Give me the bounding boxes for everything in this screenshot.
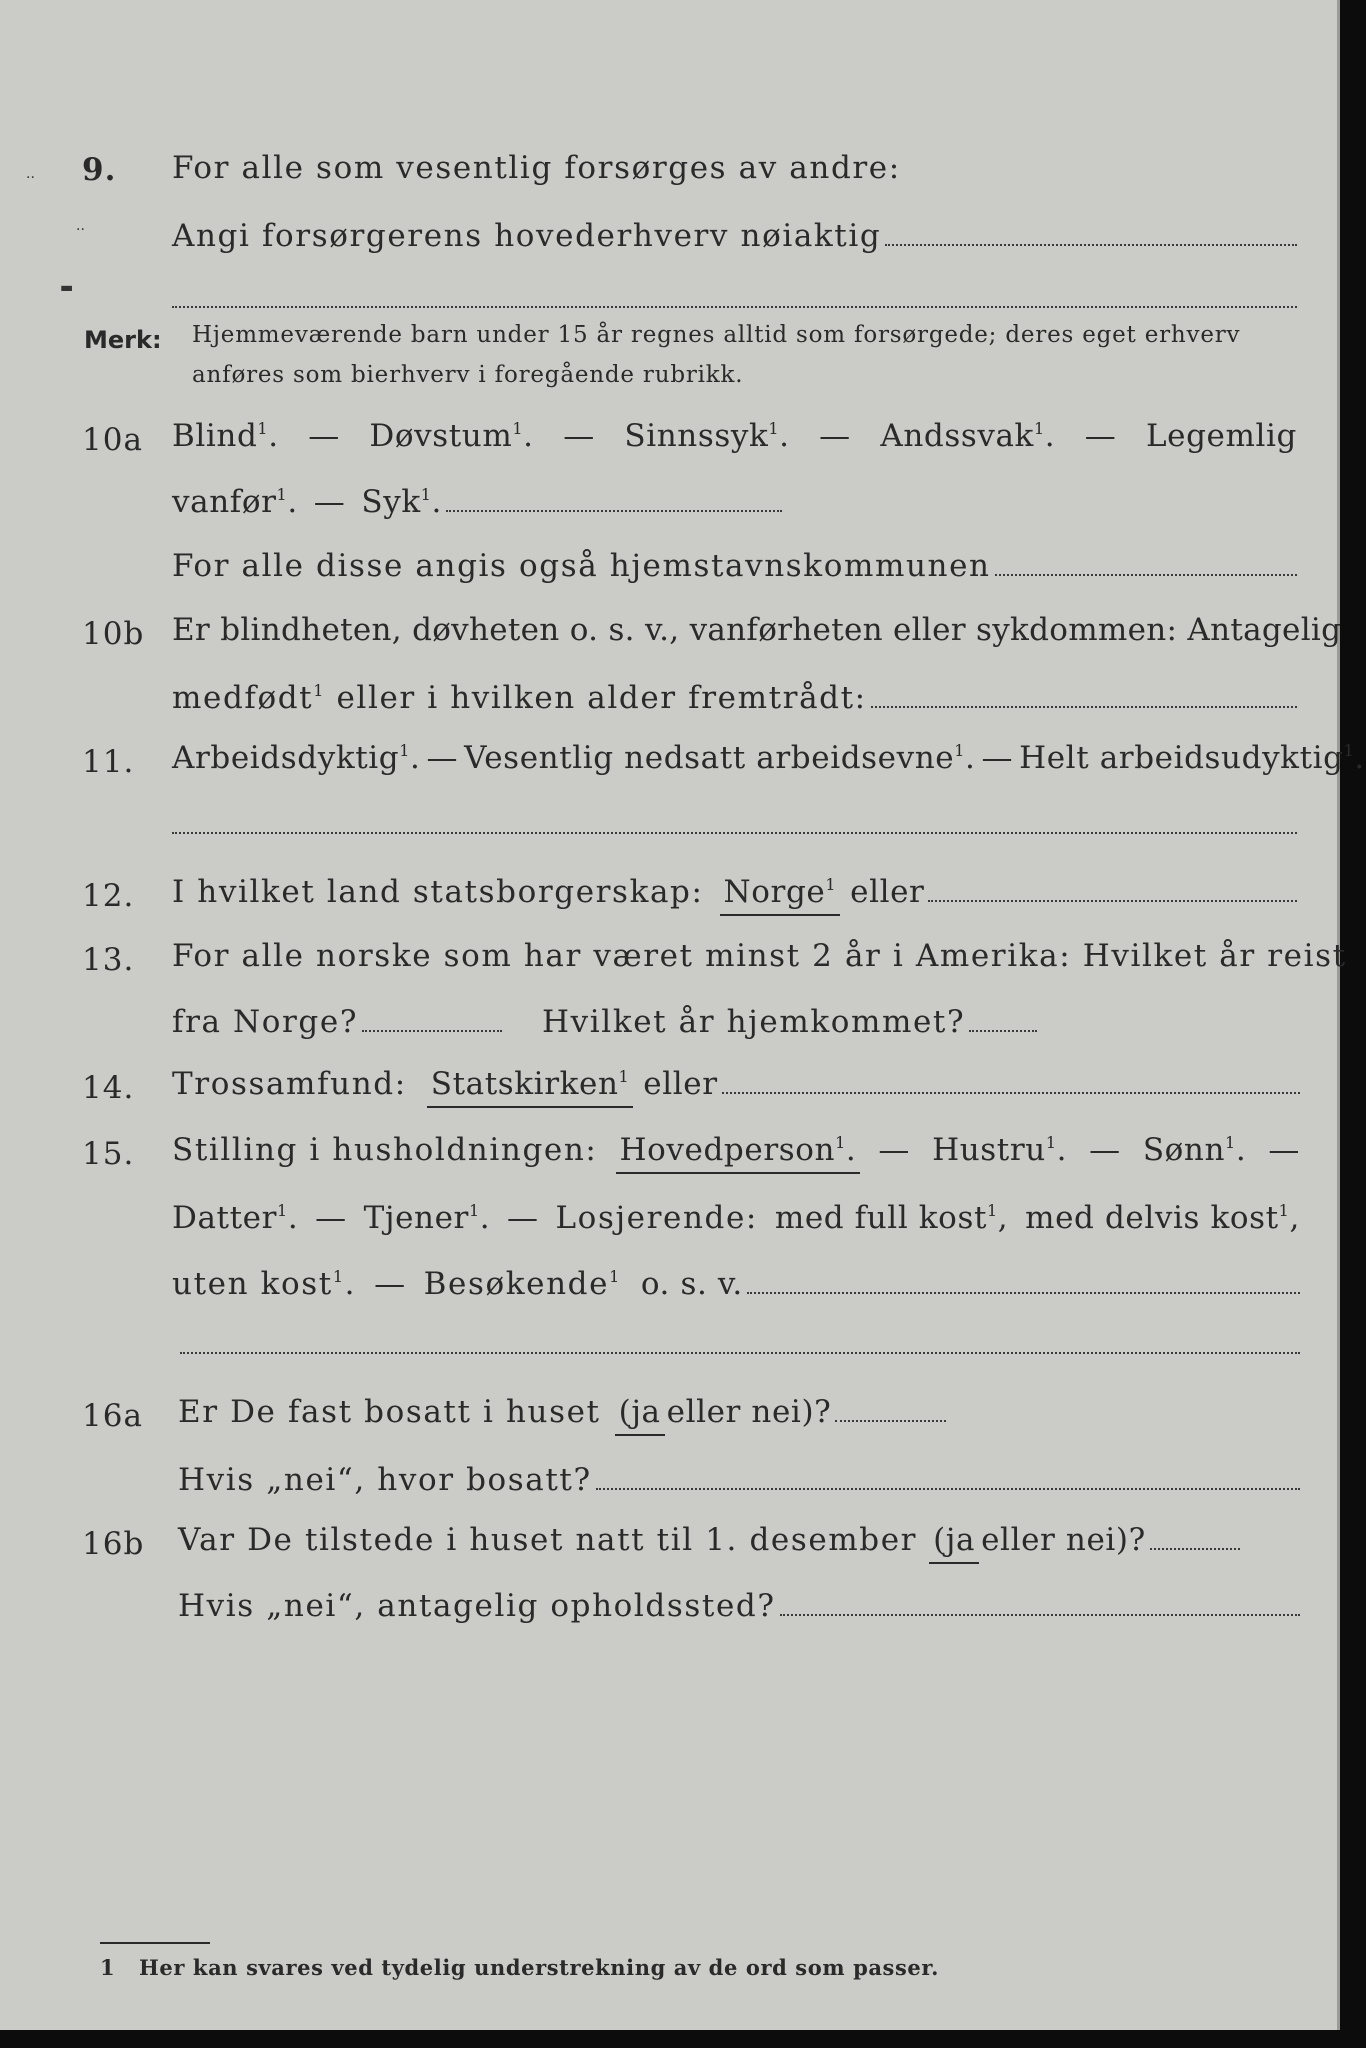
footnote-rule <box>100 1942 210 1944</box>
question-text: I hvilket land statsborgerskap: <box>172 874 704 910</box>
question-text: Er De fast bosatt i huset <box>178 1394 601 1430</box>
note-text: Hjemmeværende barn under 15 år regnes alltid som forsørgede; deres eget erhverv <box>192 322 1241 348</box>
dash: — <box>308 418 340 454</box>
option-uten-kost: uten kost$^1$. <box>172 1266 357 1302</box>
item-number: 15. <box>82 1136 135 1172</box>
option-arbeidsdyktig: Arbeidsdyktig$^1$. <box>172 740 421 776</box>
item-number: 16a <box>82 1398 143 1434</box>
option-sinnssyk: Sinnssyk$^1$. <box>624 418 790 454</box>
dash: — <box>315 1200 347 1236</box>
etc-text: o. s. v. <box>640 1266 743 1302</box>
question-text: For alle norske som har været minst 2 år i Amerika: Hvilket år reist <box>172 938 1347 974</box>
answer-field[interactable] <box>747 1291 1300 1294</box>
answer-field[interactable] <box>995 573 1297 576</box>
question-text: Stilling i husholdningen: <box>172 1132 598 1168</box>
answer-field[interactable] <box>596 1487 1300 1490</box>
answer-field[interactable] <box>722 1091 1300 1094</box>
option-losjerende: Losjerende: <box>555 1200 758 1236</box>
option-legemlig: Legemlig <box>1145 418 1297 454</box>
item-number: 16b <box>82 1526 145 1562</box>
question-text: Hvis „nei“, antagelig opholdssted? <box>178 1588 776 1624</box>
margin-mark: ·· <box>26 170 35 186</box>
answer-underlined: Hovedperson$^1$. <box>619 1132 857 1168</box>
dash: — <box>819 418 851 454</box>
dash: — <box>878 1132 911 1168</box>
question-text: Angi forsørgerens hovederhverv nøiaktig <box>172 218 882 254</box>
note-text: anføres som bierhverv i foregående rubrikk. <box>192 362 744 388</box>
answer-field[interactable] <box>780 1613 1300 1616</box>
question-text: eller nei)? <box>981 1522 1146 1558</box>
dash: — <box>1084 418 1117 454</box>
question-text: Er blindheten, døvheten o. s. v., vanførheten eller sykdommen: Antagelig <box>172 612 1342 648</box>
dash: — <box>1089 1132 1121 1168</box>
option-full-kost: med full kost$^1$, <box>774 1200 1009 1236</box>
option-andssvak: Andssvak$^1$. <box>880 418 1056 454</box>
question-text: Var De tilstede i huset natt til 1. desember <box>178 1522 918 1558</box>
answer-field[interactable] <box>835 1419 946 1422</box>
dash: — <box>981 740 1014 776</box>
question-text: Trossamfund: <box>172 1066 407 1102</box>
option-delvis-kost: med delvis kost$^1$, <box>1025 1200 1300 1236</box>
item-number: 10b <box>82 616 145 652</box>
answer-field[interactable] <box>928 899 1297 902</box>
margin-mark: ▬ <box>60 280 74 296</box>
dash: — <box>563 418 595 454</box>
answer-field[interactable] <box>446 509 782 512</box>
dash: — <box>507 1200 539 1236</box>
option-hustru: Hustru$^1$. <box>932 1132 1068 1168</box>
footnote: 1 Her kan svares ved tydelig understrekning av de ord som passer. <box>100 1955 940 1980</box>
dash: — <box>374 1266 406 1302</box>
answer-field[interactable] <box>362 1029 502 1032</box>
answer-underlined: (ja <box>618 1394 661 1430</box>
answer-field[interactable] <box>871 705 1297 708</box>
question-text: For alle disse angis også hjemstavnskommunen <box>172 548 991 584</box>
option-dovstum: Døvstum$^1$. <box>369 418 534 454</box>
answer-field[interactable] <box>172 306 1297 308</box>
option-tjener: Tjener$^1$. <box>363 1200 491 1236</box>
item-number: 11. <box>82 744 135 780</box>
option-udyktig: Helt arbeidsudyktig$^1$. <box>1019 740 1365 776</box>
question-text: eller nei)? <box>666 1394 832 1430</box>
question-text: Hvis „nei“, hvor bosatt? <box>178 1462 592 1498</box>
dash: — <box>426 740 459 776</box>
item-number: 14. <box>82 1070 135 1106</box>
question-text: Hvilket år hjemkommet? <box>542 1004 966 1040</box>
option-syk: Syk$^1$. <box>361 484 442 520</box>
item-number: 13. <box>82 942 135 978</box>
option-vanfor: vanfør$^1$. <box>172 484 298 520</box>
answer-underlined: (ja <box>933 1522 976 1558</box>
answer-field[interactable] <box>969 1029 1037 1032</box>
question-text: fra Norge? <box>172 1004 359 1040</box>
item-number: 9. <box>82 152 117 188</box>
option-sonn: Sønn$^1$. <box>1142 1132 1247 1168</box>
dash: — <box>313 484 346 520</box>
dash: — <box>1268 1132 1300 1168</box>
question-text: medfødt$^1$ eller i hvilken alder fremtrådt: <box>172 680 867 716</box>
answer-field[interactable] <box>1150 1547 1240 1550</box>
option-blind: Blind$^1$. <box>172 418 279 454</box>
or-text: eller <box>643 1066 718 1102</box>
answer-underlined: Norge$^1$ <box>723 874 837 910</box>
option-besokende: Besøkende$^1$ <box>423 1266 621 1302</box>
answer-field[interactable] <box>180 1352 1300 1354</box>
option-nedsatt: Vesentlig nedsatt arbeidsevne$^1$. <box>464 740 976 776</box>
answer-underlined: Statskirken$^1$ <box>430 1066 630 1102</box>
item-number: 12. <box>82 878 135 914</box>
answer-field[interactable] <box>885 243 1297 246</box>
question-text: For alle som vesentlig forsørges av andre: <box>172 150 901 186</box>
answer-field[interactable] <box>172 832 1297 834</box>
or-text: eller <box>850 874 925 910</box>
item-number: 10a <box>82 422 143 458</box>
margin-mark: ·· <box>76 222 85 238</box>
note-label: Merk: <box>84 326 162 354</box>
option-datter: Datter$^1$. <box>172 1200 299 1236</box>
